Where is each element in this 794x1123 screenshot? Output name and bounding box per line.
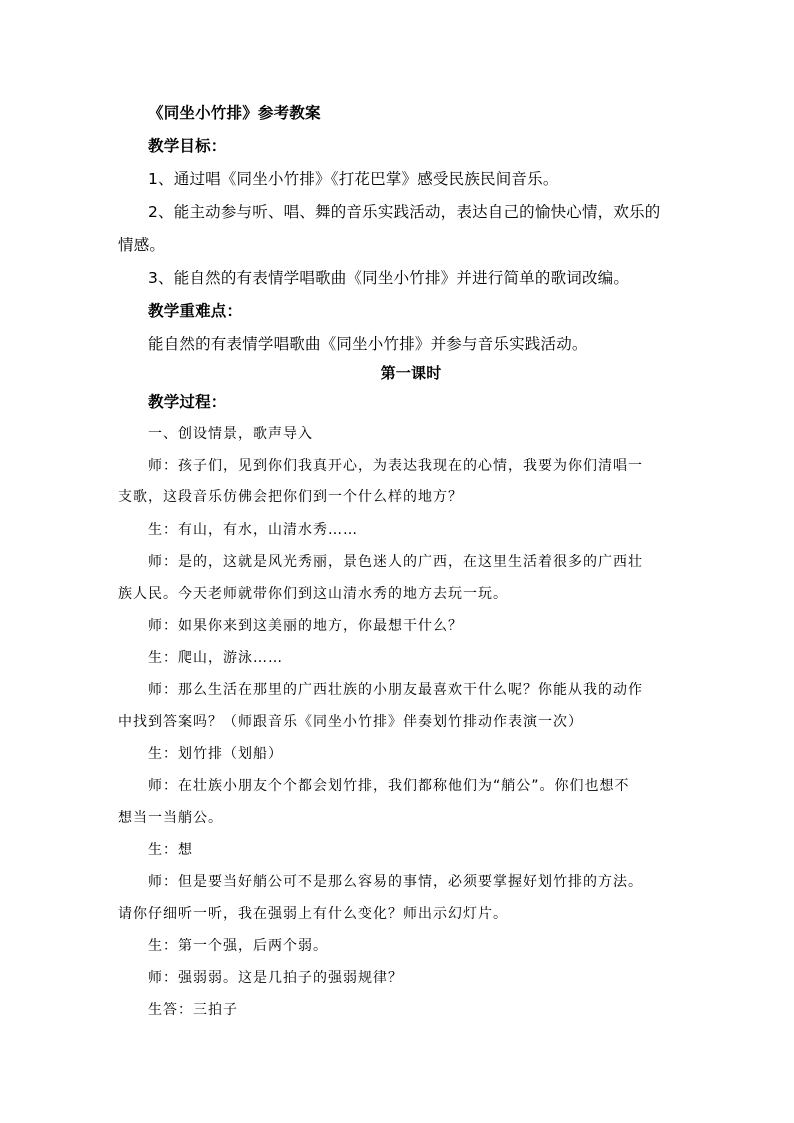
section-heading-1: 一、创设情景，歌声导入 — [148, 426, 313, 442]
dialogue-line: 请你仔细听一听，我在强弱上有什么变化？师出示幻灯片。 — [118, 906, 508, 922]
key-points-text: 能自然的有表情学唱歌曲《同坐小竹排》并参与音乐实践活动。 — [148, 335, 588, 353]
dialogue-line: 师：但是要当好艄公可不是那么容易的事情，必须要掌握好划竹排的方法。 — [148, 874, 643, 890]
goal-item-3: 3、能自然的有表情学唱歌曲《同坐小竹排》并进行简单的歌词改编。 — [148, 269, 630, 287]
dialogue-line: 师：是的，这就是风光秀丽，景色迷人的广西，在这里生活着很多的广西壮 — [148, 554, 643, 570]
goals-heading: 教学目标： — [148, 137, 227, 155]
dialogue-line: 师：如果你来到这美丽的地方，你最想干什么？ — [148, 618, 463, 634]
dialogue-line: 族人民。今天老师就带你们到这山清水秀的地方去玩一玩。 — [118, 586, 508, 602]
lesson-heading: 第一课时 — [380, 364, 442, 382]
dialogue-line: 师：孩子们，见到你们我真开心，为表达我现在的心情，我要为你们清唱一 — [148, 458, 643, 474]
dialogue-line: 生答：三拍子 — [148, 1002, 238, 1018]
dialogue-line: 想当一当艄公。 — [118, 810, 223, 826]
dialogue-line: 师：在壮族小朋友个个都会划竹排，我们都称他们为“艄公”。你们也想不 — [148, 778, 630, 794]
dialogue-line: 生：划竹排（划船） — [148, 746, 283, 762]
goal-item-1: 1、通过唱《同坐小竹排》《打花巴掌》感受民族民间音乐。 — [148, 170, 559, 188]
dialogue-line: 生：爬山，游泳…… — [148, 650, 283, 666]
dialogue-line: 生：第一个强，后两个弱。 — [148, 938, 328, 954]
document-title: 《同坐小竹排》参考教案 — [148, 104, 321, 122]
dialogue-line: 支歌，这段音乐仿佛会把你们到一个什么样的地方？ — [118, 489, 463, 505]
process-heading: 教学过程： — [148, 393, 227, 411]
key-points-heading: 教学重难点： — [148, 302, 243, 320]
dialogue-line: 师：强弱弱。这是几拍子的强弱规律？ — [148, 970, 403, 986]
dialogue-line: 生：有山，有水，山清水秀…… — [148, 522, 358, 538]
dialogue-line: 中找到答案吗？（师跟音乐《同坐小竹排》伴奏划竹排动作表演一次） — [118, 714, 583, 730]
goal-item-2-line-2: 情感。 — [118, 236, 166, 254]
goal-item-2-line-1: 2、能主动参与听、唱、舞的音乐实践活动，表达自己的愉快心情，欢乐的 — [148, 203, 661, 221]
dialogue-line: 生：想 — [148, 842, 193, 858]
dialogue-line: 师：那么生活在那里的广西壮族的小朋友最喜欢干什么呢？你能从我的动作 — [148, 682, 643, 698]
